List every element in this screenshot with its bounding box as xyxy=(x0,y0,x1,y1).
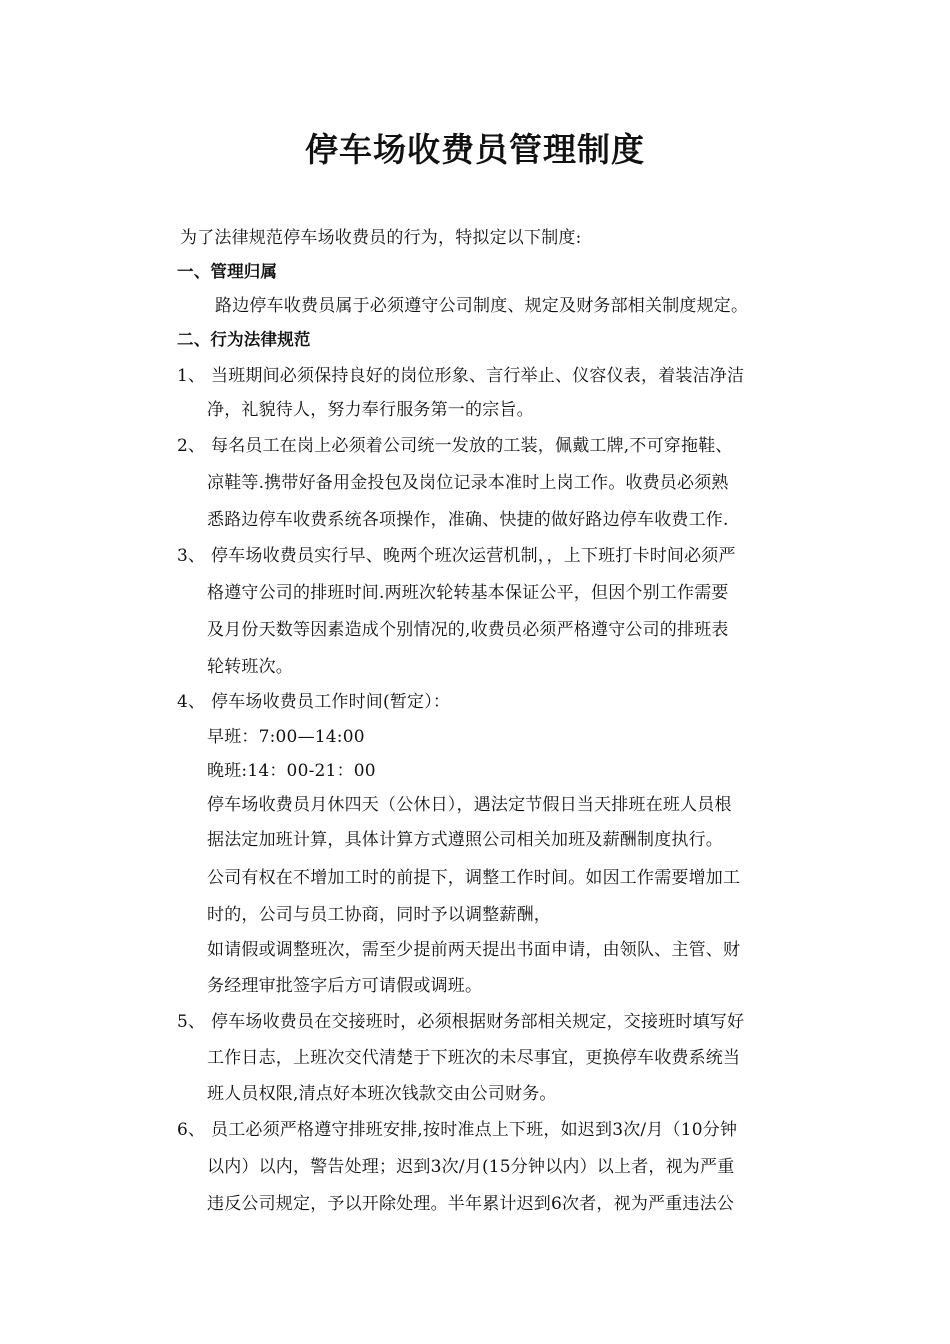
list-item-text: 停车场收费员在交接班时，必须根据财务部相关规定，交接班时填写好 xyxy=(211,1012,745,1032)
list-item-6 xyxy=(177,1118,737,1142)
list-item-text: 停车场收费员工作时间(暂定）： xyxy=(211,692,451,712)
list-item-line: 以内）以内，警告处理；迟到3次/月(15分钟以内）以上者，视为严重 xyxy=(207,1157,735,1177)
list-item-line: 违反公司规定，予以开除处理。半年累计迟到6次者，视为严重违法公 xyxy=(207,1194,735,1214)
schedule-evening-shift: 晚班:14：00-21：00 xyxy=(207,761,376,781)
list-item-number: 5、 xyxy=(177,1012,206,1032)
list-item-line: 停车场收费员月休四天（公休日），遇法定节假日当天排班在班人员根 xyxy=(207,795,732,815)
section-text-management: 路边停车收费员属于必须遵守公司制度、规定及财务部相关制度规定。 xyxy=(215,296,749,316)
list-item-1 xyxy=(177,364,744,388)
document-title: 停车场收费员管理制度 xyxy=(305,130,645,169)
list-item-line: 公司有权在不增加工时的前提下，调整工作时间。如因工作需要增加工 xyxy=(207,868,741,888)
list-item-text: 停车场收费员实行早、晚两个班次运营机制，，上下班打卡时间必须严 xyxy=(211,546,736,566)
list-item-line: 班人员权限,清点好本班次钱款交由公司财务。 xyxy=(207,1084,557,1104)
list-item-line: 务经理审批签字后方可请假或调班。 xyxy=(207,976,483,996)
list-item-line: 悉路边停车收费系统各项操作，准确、快捷的做好路边停车收费工作. xyxy=(207,510,729,530)
list-item-text: 员工必须严格遵守排班安排,按时准点上下班，如迟到3次/月（10分钟 xyxy=(211,1120,738,1140)
list-item-4 xyxy=(177,690,450,714)
list-item-number: 2、 xyxy=(177,436,206,456)
list-item-2 xyxy=(177,434,733,458)
list-item-3 xyxy=(177,544,736,568)
list-item-number: 1、 xyxy=(177,366,206,386)
list-item-number: 4、 xyxy=(177,692,206,712)
list-item-line: 时的，公司与员工协商，同时予以调整薪酬， xyxy=(207,905,551,925)
schedule-morning-shift: 早班：7:00—14:00 xyxy=(207,727,365,747)
list-item-number: 6、 xyxy=(177,1120,206,1140)
list-item-line: 如请假或调整班次，需至少提前两天提出书面申请，由领队、主管、财 xyxy=(207,940,741,960)
list-item-line: 凉鞋等.携带好备用金投包及岗位记录本准时上岗工作。收费员必须熟 xyxy=(207,473,729,493)
list-item-text: 每名员工在岗上必须着公司统一发放的工装，佩戴工牌,不可穿拖鞋、 xyxy=(211,436,733,456)
list-item-line: 格遵守公司的排班时间.两班次轮转基本保证公平，但因个别工作需要 xyxy=(207,583,729,603)
list-item-5 xyxy=(177,1010,744,1034)
list-item-line: 及月份天数等因素造成个别情况的,收费员必须严格遵守公司的排班表 xyxy=(207,620,729,640)
section-heading-management: 一、管理归属 xyxy=(177,262,278,281)
list-item-number: 3、 xyxy=(177,546,206,566)
list-item-line: 据法定加班计算，具体计算方式遵照公司相关加班及薪酬制度执行。 xyxy=(207,830,723,850)
list-item-line: 工作日志，上班次交代清楚于下班次的未尽事宜，更换停车收费系统当 xyxy=(207,1048,741,1068)
list-item-line: 净，礼貌待人，努力奉行服务第一的宗旨。 xyxy=(207,400,534,420)
section-heading-conduct: 二、行为法律规范 xyxy=(177,330,311,349)
list-item-line: 轮转班次。 xyxy=(207,657,293,677)
intro-paragraph: 为了法律规范停车场收费员的行为，特拟定以下制度: xyxy=(180,228,582,248)
list-item-text: 当班期间必须保持良好的岗位形象、言行举止、仪容仪表，着装洁净洁 xyxy=(211,366,745,386)
